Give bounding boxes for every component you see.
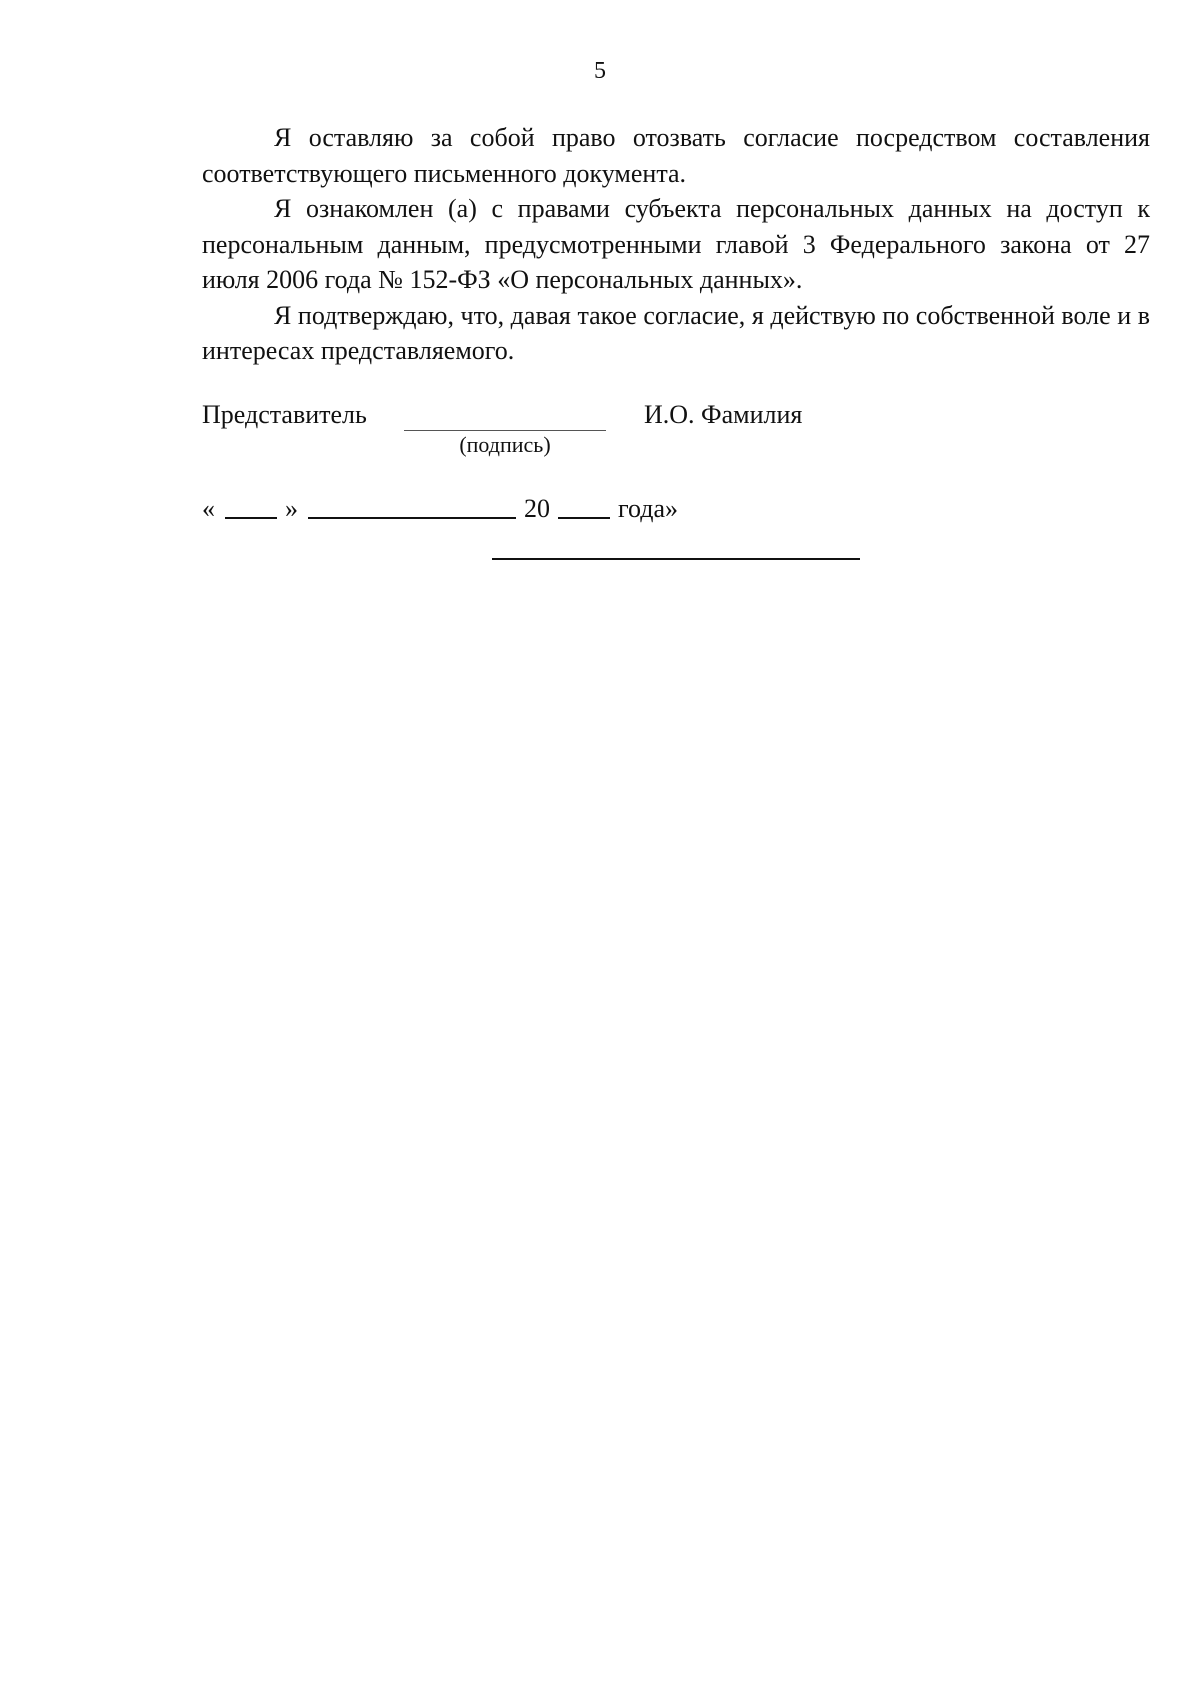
date-close-quote: » <box>285 494 298 523</box>
signature-line <box>404 430 606 431</box>
date-suffix: года» <box>618 494 679 523</box>
signatory-name: И.О. Фамилия <box>644 400 803 429</box>
signature-role-label: Представитель <box>202 400 367 429</box>
bottom-blank-line <box>492 558 860 560</box>
consent-text-block <box>202 120 1150 369</box>
signature-caption: (подпись) <box>459 432 551 457</box>
paragraph-rights-acknowledgement: Я ознакомлен (а) с правами субъекта персональных данных на доступ к персональным данным, предусмотренными главой 3 Федерального закона от 27 июля 2006 года № 152-ФЗ «О персональных данных». <box>202 194 1150 294</box>
day-blank <box>225 516 277 519</box>
page-number: 5 <box>594 58 606 84</box>
year-century: 20 <box>524 494 550 523</box>
signature-block <box>202 398 1150 458</box>
date-open-quote: « <box>202 494 215 523</box>
date-line <box>202 492 678 526</box>
paragraph-confirmation: Я подтверждаю, что, давая такое согласие, я действую по собственной воле и в интересах представляемого. <box>202 300 1150 365</box>
paragraph-revocation: Я оставляю за собой право отозвать согласие посредством составления соответствующего письменного документа. <box>202 123 1150 188</box>
year-blank <box>558 516 610 519</box>
month-blank <box>308 516 516 519</box>
